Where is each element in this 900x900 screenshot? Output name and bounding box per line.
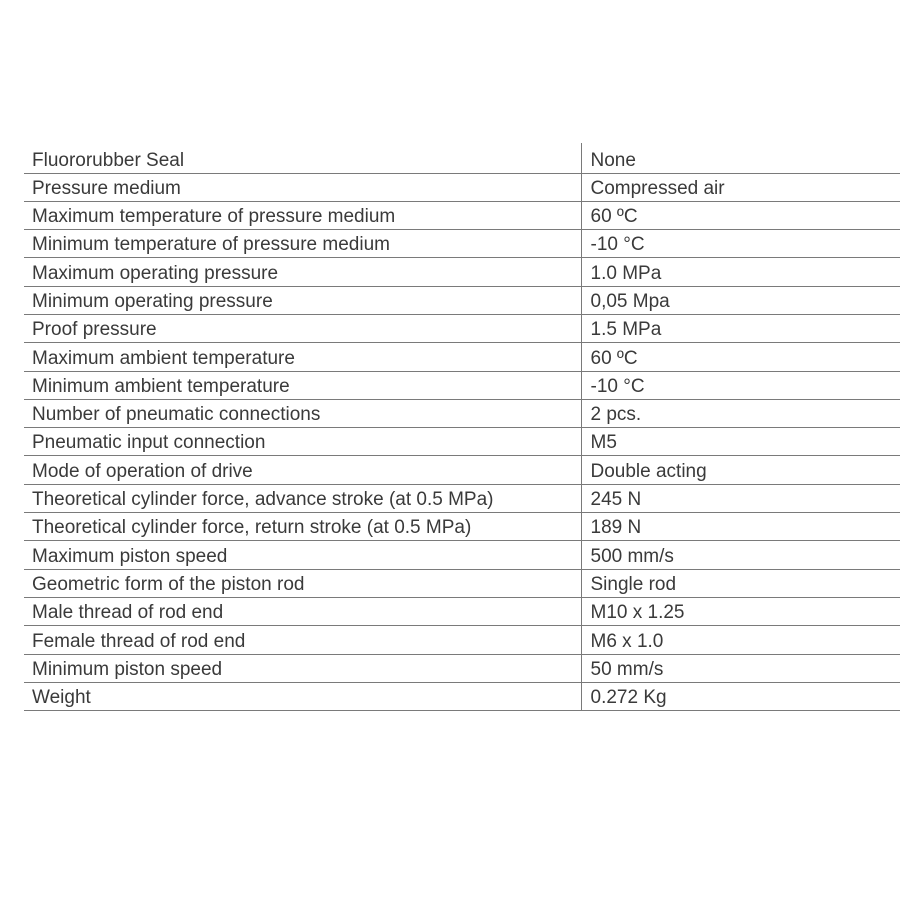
- spec-value: 50 mm/s: [581, 654, 900, 682]
- spec-label: Maximum piston speed: [24, 541, 581, 569]
- table-row: [24, 343, 900, 371]
- spec-label: Maximum temperature of pressure medium: [24, 201, 581, 229]
- spec-value: 60 ºC: [581, 343, 900, 371]
- table-row: [24, 173, 900, 201]
- table-row: [24, 513, 900, 541]
- spec-label: Theoretical cylinder force, return stroke (at 0.5 MPa): [24, 513, 581, 541]
- table-row: [24, 428, 900, 456]
- table-row: [24, 484, 900, 512]
- spec-value: 245 N: [581, 484, 900, 512]
- spec-value: M5: [581, 428, 900, 456]
- spec-label: Maximum ambient temperature: [24, 343, 581, 371]
- spec-label: Male thread of rod end: [24, 597, 581, 625]
- spec-label: Maximum operating pressure: [24, 258, 581, 286]
- table-row: [24, 143, 900, 173]
- table-row: [24, 314, 900, 342]
- spec-value: 1.0 MPa: [581, 258, 900, 286]
- spec-value: -10 °C: [581, 371, 900, 399]
- spec-label: Weight: [24, 682, 581, 710]
- spec-value: 2 pcs.: [581, 399, 900, 427]
- spec-value: 1.5 MPa: [581, 314, 900, 342]
- spec-label: Theoretical cylinder force, advance stroke (at 0.5 MPa): [24, 484, 581, 512]
- table-row: [24, 371, 900, 399]
- spec-label: Minimum temperature of pressure medium: [24, 230, 581, 258]
- spec-label: Minimum piston speed: [24, 654, 581, 682]
- specification-table: [24, 143, 900, 711]
- spec-value: 0.272 Kg: [581, 682, 900, 710]
- spec-value: -10 °C: [581, 230, 900, 258]
- table-row: [24, 682, 900, 710]
- spec-label: Geometric form of the piston rod: [24, 569, 581, 597]
- spec-label: Pneumatic input connection: [24, 428, 581, 456]
- table-row: [24, 456, 900, 484]
- table-row: [24, 201, 900, 229]
- table-row: [24, 597, 900, 625]
- spec-value: M10 x 1.25: [581, 597, 900, 625]
- spec-label: Pressure medium: [24, 173, 581, 201]
- spec-label: Minimum ambient temperature: [24, 371, 581, 399]
- spec-value: Compressed air: [581, 173, 900, 201]
- spec-value: Double acting: [581, 456, 900, 484]
- spec-value: M6 x 1.0: [581, 626, 900, 654]
- table-row: [24, 541, 900, 569]
- table-row: [24, 230, 900, 258]
- spec-value: 500 mm/s: [581, 541, 900, 569]
- table-row: [24, 569, 900, 597]
- spec-value: 189 N: [581, 513, 900, 541]
- spec-value: None: [581, 143, 900, 173]
- table-row: [24, 654, 900, 682]
- spec-label: Number of pneumatic connections: [24, 399, 581, 427]
- table-row: [24, 258, 900, 286]
- table-row: [24, 399, 900, 427]
- table-row: [24, 286, 900, 314]
- spec-label: Mode of operation of drive: [24, 456, 581, 484]
- spec-label: Proof pressure: [24, 314, 581, 342]
- table-row: [24, 626, 900, 654]
- spec-value: 0,05 Mpa: [581, 286, 900, 314]
- specification-table-body: [24, 143, 900, 711]
- spec-label: Minimum operating pressure: [24, 286, 581, 314]
- spec-value: Single rod: [581, 569, 900, 597]
- spec-label: Fluororubber Seal: [24, 143, 581, 173]
- spec-label: Female thread of rod end: [24, 626, 581, 654]
- spec-value: 60 ºC: [581, 201, 900, 229]
